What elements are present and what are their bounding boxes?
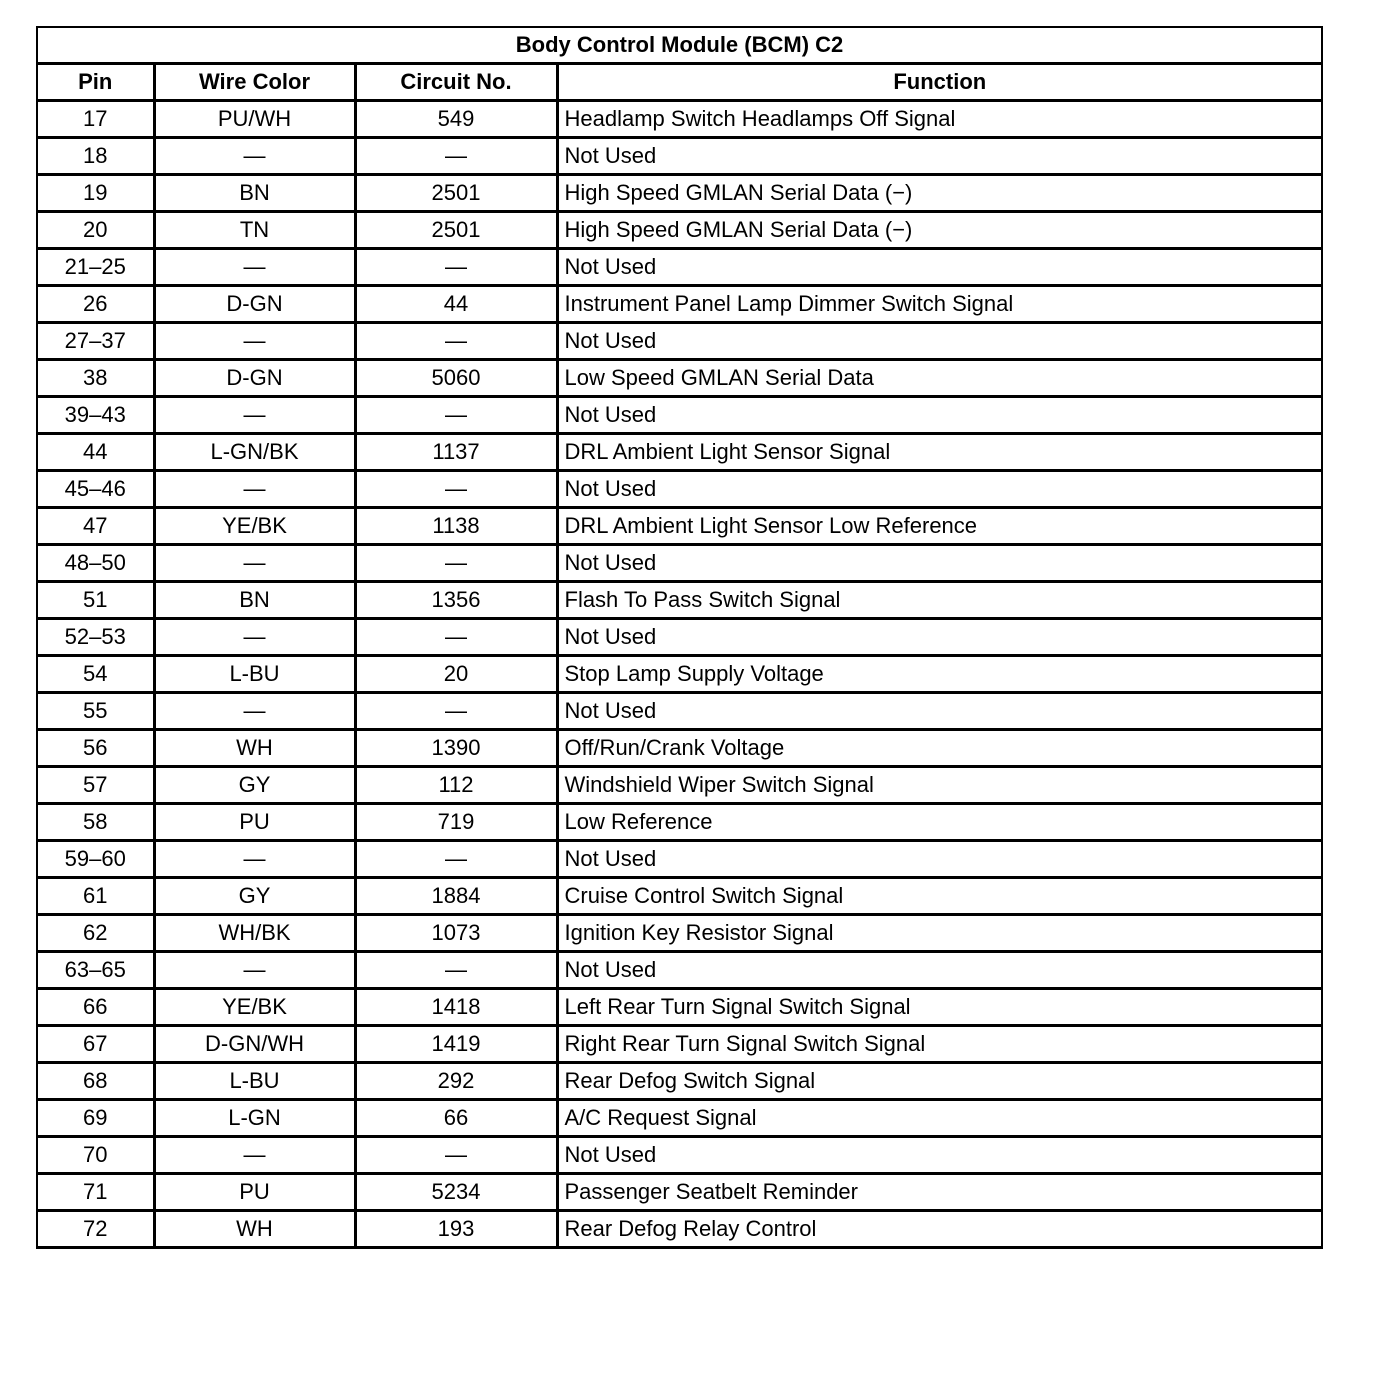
header-function: Function bbox=[557, 64, 1322, 101]
wire-color-cell: — bbox=[154, 1137, 355, 1174]
circuit-no-cell: 1356 bbox=[355, 582, 557, 619]
header-circuit-no: Circuit No. bbox=[355, 64, 557, 101]
wire-color-cell: — bbox=[154, 471, 355, 508]
pin-cell: 67 bbox=[37, 1026, 154, 1063]
function-cell: High Speed GMLAN Serial Data (−) bbox=[557, 212, 1322, 249]
pin-cell: 56 bbox=[37, 730, 154, 767]
function-cell: Right Rear Turn Signal Switch Signal bbox=[557, 1026, 1322, 1063]
wire-color-cell: D-GN/WH bbox=[154, 1026, 355, 1063]
function-cell: Cruise Control Switch Signal bbox=[557, 878, 1322, 915]
circuit-no-cell: — bbox=[355, 397, 557, 434]
table-row bbox=[37, 841, 1322, 878]
pin-cell: 72 bbox=[37, 1211, 154, 1248]
pin-cell: 68 bbox=[37, 1063, 154, 1100]
circuit-no-cell: — bbox=[355, 323, 557, 360]
circuit-no-cell: 66 bbox=[355, 1100, 557, 1137]
table-row bbox=[37, 1211, 1322, 1248]
pin-cell: 59–60 bbox=[37, 841, 154, 878]
circuit-no-cell: — bbox=[355, 952, 557, 989]
function-cell: Not Used bbox=[557, 397, 1322, 434]
pin-cell: 69 bbox=[37, 1100, 154, 1137]
function-cell: High Speed GMLAN Serial Data (−) bbox=[557, 175, 1322, 212]
wire-color-cell: — bbox=[154, 397, 355, 434]
circuit-no-cell: 193 bbox=[355, 1211, 557, 1248]
table-row bbox=[37, 360, 1322, 397]
table-row bbox=[37, 989, 1322, 1026]
function-cell: DRL Ambient Light Sensor Signal bbox=[557, 434, 1322, 471]
pin-cell: 66 bbox=[37, 989, 154, 1026]
wire-color-cell: — bbox=[154, 693, 355, 730]
pin-cell: 52–53 bbox=[37, 619, 154, 656]
function-cell: Not Used bbox=[557, 471, 1322, 508]
function-cell: Windshield Wiper Switch Signal bbox=[557, 767, 1322, 804]
pin-cell: 48–50 bbox=[37, 545, 154, 582]
wire-color-cell: L-BU bbox=[154, 1063, 355, 1100]
table-row bbox=[37, 619, 1322, 656]
table-row bbox=[37, 804, 1322, 841]
pin-cell: 51 bbox=[37, 582, 154, 619]
function-cell: Not Used bbox=[557, 952, 1322, 989]
circuit-no-cell: — bbox=[355, 693, 557, 730]
table-row bbox=[37, 915, 1322, 952]
wire-color-cell: GY bbox=[154, 767, 355, 804]
wire-color-cell: — bbox=[154, 545, 355, 582]
circuit-no-cell: 1390 bbox=[355, 730, 557, 767]
table-row bbox=[37, 323, 1322, 360]
function-cell: Not Used bbox=[557, 249, 1322, 286]
function-cell: Low Speed GMLAN Serial Data bbox=[557, 360, 1322, 397]
wire-color-cell: PU bbox=[154, 804, 355, 841]
table-body bbox=[37, 101, 1322, 1248]
circuit-no-cell: 1884 bbox=[355, 878, 557, 915]
wire-color-cell: — bbox=[154, 952, 355, 989]
wire-color-cell: WH/BK bbox=[154, 915, 355, 952]
function-cell: Instrument Panel Lamp Dimmer Switch Signal bbox=[557, 286, 1322, 323]
wire-color-cell: L-BU bbox=[154, 656, 355, 693]
table-row bbox=[37, 878, 1322, 915]
wire-color-cell: WH bbox=[154, 1211, 355, 1248]
pin-cell: 57 bbox=[37, 767, 154, 804]
table-row bbox=[37, 1026, 1322, 1063]
function-cell: Low Reference bbox=[557, 804, 1322, 841]
pin-cell: 38 bbox=[37, 360, 154, 397]
pin-cell: 62 bbox=[37, 915, 154, 952]
circuit-no-cell: 1137 bbox=[355, 434, 557, 471]
circuit-no-cell: 5060 bbox=[355, 360, 557, 397]
wire-color-cell: — bbox=[154, 249, 355, 286]
function-cell: Not Used bbox=[557, 619, 1322, 656]
wire-color-cell: — bbox=[154, 323, 355, 360]
circuit-no-cell: — bbox=[355, 1137, 557, 1174]
pin-cell: 45–46 bbox=[37, 471, 154, 508]
circuit-no-cell: 20 bbox=[355, 656, 557, 693]
circuit-no-cell: 112 bbox=[355, 767, 557, 804]
function-cell: Not Used bbox=[557, 323, 1322, 360]
title-row bbox=[37, 27, 1322, 64]
wire-color-cell: L-GN/BK bbox=[154, 434, 355, 471]
circuit-no-cell: 1418 bbox=[355, 989, 557, 1026]
table-row bbox=[37, 397, 1322, 434]
pin-cell: 27–37 bbox=[37, 323, 154, 360]
wire-color-cell: — bbox=[154, 841, 355, 878]
circuit-no-cell: 1073 bbox=[355, 915, 557, 952]
connector-table bbox=[36, 26, 1323, 1249]
circuit-no-cell: — bbox=[355, 841, 557, 878]
circuit-no-cell: 44 bbox=[355, 286, 557, 323]
function-cell: A/C Request Signal bbox=[557, 1100, 1322, 1137]
table-title: Body Control Module (BCM) C2 bbox=[37, 27, 1322, 64]
function-cell: Not Used bbox=[557, 1137, 1322, 1174]
wire-color-cell: — bbox=[154, 619, 355, 656]
wire-color-cell: YE/BK bbox=[154, 508, 355, 545]
function-cell: Passenger Seatbelt Reminder bbox=[557, 1174, 1322, 1211]
table-row bbox=[37, 582, 1322, 619]
pin-cell: 63–65 bbox=[37, 952, 154, 989]
function-cell: Not Used bbox=[557, 693, 1322, 730]
wire-color-cell: D-GN bbox=[154, 360, 355, 397]
pin-cell: 20 bbox=[37, 212, 154, 249]
wire-color-cell: PU/WH bbox=[154, 101, 355, 138]
wire-color-cell: — bbox=[154, 138, 355, 175]
pin-cell: 54 bbox=[37, 656, 154, 693]
table-row bbox=[37, 656, 1322, 693]
circuit-no-cell: — bbox=[355, 249, 557, 286]
table-row bbox=[37, 249, 1322, 286]
pin-cell: 44 bbox=[37, 434, 154, 471]
circuit-no-cell: — bbox=[355, 138, 557, 175]
table-row bbox=[37, 212, 1322, 249]
function-cell: Off/Run/Crank Voltage bbox=[557, 730, 1322, 767]
table-row bbox=[37, 175, 1322, 212]
function-cell: Stop Lamp Supply Voltage bbox=[557, 656, 1322, 693]
table-row bbox=[37, 508, 1322, 545]
table-row bbox=[37, 1063, 1322, 1100]
pin-cell: 39–43 bbox=[37, 397, 154, 434]
circuit-no-cell: 719 bbox=[355, 804, 557, 841]
wire-color-cell: PU bbox=[154, 1174, 355, 1211]
pin-cell: 58 bbox=[37, 804, 154, 841]
wire-color-cell: BN bbox=[154, 582, 355, 619]
circuit-no-cell: 292 bbox=[355, 1063, 557, 1100]
table-row bbox=[37, 1100, 1322, 1137]
pin-cell: 61 bbox=[37, 878, 154, 915]
wire-color-cell: GY bbox=[154, 878, 355, 915]
table-row bbox=[37, 471, 1322, 508]
pin-cell: 55 bbox=[37, 693, 154, 730]
function-cell: Flash To Pass Switch Signal bbox=[557, 582, 1322, 619]
table-row bbox=[37, 693, 1322, 730]
table-row bbox=[37, 434, 1322, 471]
table-row bbox=[37, 767, 1322, 804]
wire-color-cell: BN bbox=[154, 175, 355, 212]
table-row bbox=[37, 286, 1322, 323]
table-row bbox=[37, 1137, 1322, 1174]
pin-cell: 47 bbox=[37, 508, 154, 545]
circuit-no-cell: 1419 bbox=[355, 1026, 557, 1063]
wire-color-cell: D-GN bbox=[154, 286, 355, 323]
function-cell: Not Used bbox=[557, 841, 1322, 878]
table-row bbox=[37, 952, 1322, 989]
function-cell: Ignition Key Resistor Signal bbox=[557, 915, 1322, 952]
table-row bbox=[37, 730, 1322, 767]
table-row bbox=[37, 545, 1322, 582]
circuit-no-cell: 549 bbox=[355, 101, 557, 138]
header-wire-color: Wire Color bbox=[154, 64, 355, 101]
pin-cell: 70 bbox=[37, 1137, 154, 1174]
table-row bbox=[37, 1174, 1322, 1211]
function-cell: Left Rear Turn Signal Switch Signal bbox=[557, 989, 1322, 1026]
function-cell: Headlamp Switch Headlamps Off Signal bbox=[557, 101, 1322, 138]
circuit-no-cell: — bbox=[355, 619, 557, 656]
pin-cell: 19 bbox=[37, 175, 154, 212]
function-cell: Rear Defog Switch Signal bbox=[557, 1063, 1322, 1100]
header-row bbox=[37, 64, 1322, 101]
circuit-no-cell: 2501 bbox=[355, 212, 557, 249]
table-row bbox=[37, 101, 1322, 138]
pin-cell: 26 bbox=[37, 286, 154, 323]
wire-color-cell: YE/BK bbox=[154, 989, 355, 1026]
function-cell: Not Used bbox=[557, 138, 1322, 175]
function-cell: Not Used bbox=[557, 545, 1322, 582]
circuit-no-cell: — bbox=[355, 545, 557, 582]
circuit-no-cell: 1138 bbox=[355, 508, 557, 545]
wire-color-cell: WH bbox=[154, 730, 355, 767]
wire-color-cell: TN bbox=[154, 212, 355, 249]
pin-cell: 18 bbox=[37, 138, 154, 175]
pin-cell: 17 bbox=[37, 101, 154, 138]
circuit-no-cell: 5234 bbox=[355, 1174, 557, 1211]
pin-cell: 21–25 bbox=[37, 249, 154, 286]
wire-color-cell: L-GN bbox=[154, 1100, 355, 1137]
circuit-no-cell: 2501 bbox=[355, 175, 557, 212]
function-cell: DRL Ambient Light Sensor Low Reference bbox=[557, 508, 1322, 545]
table-row bbox=[37, 138, 1322, 175]
circuit-no-cell: — bbox=[355, 471, 557, 508]
header-pin: Pin bbox=[37, 64, 154, 101]
pin-cell: 71 bbox=[37, 1174, 154, 1211]
function-cell: Rear Defog Relay Control bbox=[557, 1211, 1322, 1248]
